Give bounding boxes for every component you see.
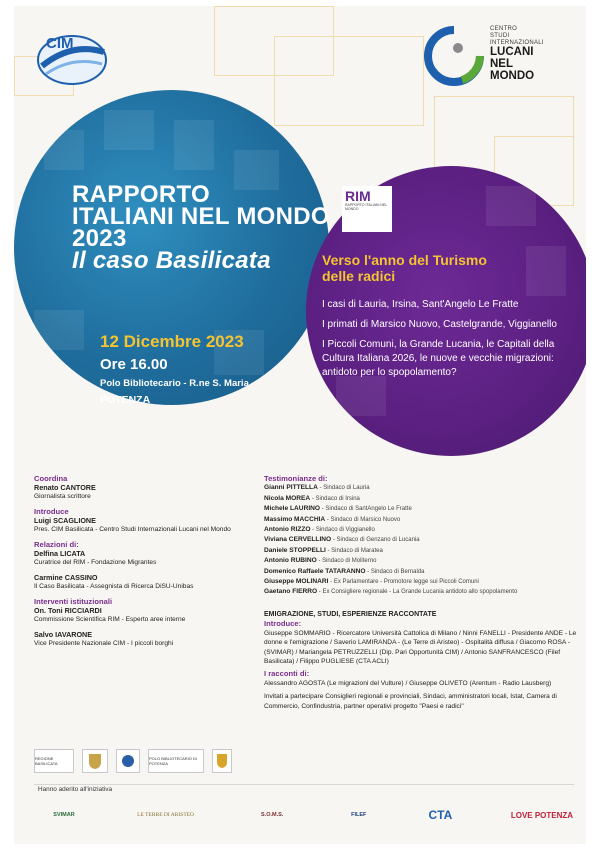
witness-item: Antonio RUBINO - Sindaco di Moliterno	[264, 557, 377, 565]
event-title: RAPPORTO ITALIANI NEL MONDO 2023 Il caso Basilicata	[72, 181, 330, 274]
witness-item: Massimo MACCHIA - Sindaco di Marsico Nuovo	[264, 515, 401, 523]
polo-bibliotecario-logo: POLO BIBLIOTECARIO DI POTENZA	[148, 749, 204, 773]
decorative-frame	[274, 36, 424, 126]
love-potenza-logo: LOVE POTENZA	[510, 810, 574, 820]
adherence-label: Hanno aderito all'iniziativa	[38, 786, 113, 793]
speaker-name: Salvo IAVARONE	[34, 630, 93, 639]
cslm-logo	[422, 24, 572, 90]
program-left-column	[34, 474, 274, 648]
introduce-heading: Introduce	[34, 507, 69, 516]
terre-di-aristeo-logo: LE TERRE DI ARISTEO	[137, 812, 195, 818]
speaker-role: Commissione Scientifica RIM - Esperto aree interne	[34, 616, 186, 623]
svimar-logo: SVIMAR	[53, 812, 75, 818]
coordina-heading: Coordina	[34, 474, 68, 483]
racconti-heading: I racconti di:	[264, 669, 310, 679]
interventi-heading: Interventi istituzionali	[34, 597, 113, 606]
emigration-intro-text: Giuseppe SOMMARIO - Ricercatore Università Cattolica di Milano / Ninni FANELLI - Presidente ANDE - Le donne e l'emigrazione / Saverio LAMIRANDA - (Le Terre di Aristeo) - Ospitalità diffusa / Giacomo ROSA - (SVIMAR) / Mariangela PETRUZZELLI (Dip. Pari Opportunità CIM) / Antonio SANFRANCESCO (Filef Basilicata) / Filippo PUGLIESE (CTA ACLI)	[264, 629, 577, 665]
rim-logo: RIM RAPPORTO ITALIANI NEL MONDO	[342, 186, 392, 232]
speaker-role: Curatrice del RIM - Fondazione Migrantes	[34, 559, 157, 566]
themes-heading: Verso l'anno del Turismo delle radici	[322, 252, 487, 284]
soms-logo: S.O.M.S.	[261, 812, 284, 818]
speaker-role: Vice Presidente Nazionale CIM - I piccoli borghi	[34, 640, 174, 647]
witness-item: Michele LAURINO - Sindaco di SantAngelo Le Fratte	[264, 505, 412, 513]
filef-logo: FILEF	[351, 812, 367, 818]
introduce-role: Pres. CIM Basilicata - Centro Studi Internazionali Lucani nel Mondo	[34, 526, 231, 533]
witness-item: Domenico Raffaele TATARANNO - Sindaco di Bernalda	[264, 567, 425, 575]
speaker-name: Delfina LICATA	[34, 549, 86, 558]
racconti-text: Alessandro AGOSTA (Le migrazioni del Vulture) / Giuseppe OLIVETO (Arentum - Radio Lausberg)	[264, 679, 552, 687]
cslm-big-text: LUCANI NEL MONDO	[490, 46, 535, 82]
emblem-logo	[116, 749, 140, 773]
testimonianze-heading: Testimonianze di:	[264, 474, 328, 483]
event-venue: Polo Bibliotecario - R.ne S. Maria	[100, 378, 249, 389]
witness-item: Viviana CERVELLINO - Sindaco di Genzano di Lucania	[264, 536, 420, 544]
introduce-name: Luigi SCAGLIONE	[34, 516, 96, 525]
witness-item: Antonio RIZZO - Sindaco di Viggianello	[264, 526, 375, 534]
regione-basilicata-logo: REGIONE BASILICATA	[34, 749, 74, 773]
cim-logo-text: CIM	[46, 35, 74, 52]
program-right-column	[264, 474, 586, 711]
theme-item: I casi di Lauria, Irsina, Sant'Angelo Le Fratte	[322, 299, 519, 310]
theme-item: I Piccoli Comuni, la Grande Lucania, le Capitali della Cultura Italiana 2026, le nuove e vecchie migrazioni: antidoto per lo spopolamento?	[322, 339, 555, 378]
speaker-name: On. Toni RICCIARDI	[34, 606, 102, 615]
witness-item: Daniele STOPPELLI - Sindaco di Maratea	[264, 546, 383, 554]
event-time: Ore 16.00	[100, 356, 168, 373]
speaker-role: Il Caso Basilicata - Assegnista di Ricerca DiSU-Unibas	[34, 583, 194, 590]
relazioni-heading: Relazioni di:	[34, 540, 79, 549]
emigration-intro-heading: Introduce:	[264, 619, 302, 629]
coordina-role: Giornalista scrittore	[34, 493, 91, 500]
event-poster	[14, 6, 586, 844]
divider	[34, 784, 574, 785]
invitation-text: Invitati a partecipare Consiglieri regionali e provinciali, Sindaci, amministratori locali, Istat, Camera di Commercio, Confindustria, partner operativi progetto "Paesi e radici"	[264, 693, 557, 710]
witness-item: Gianni PITTELLA - Sindaco di Lauria	[264, 484, 370, 492]
coordina-name: Renato CANTORE	[34, 483, 96, 492]
witness-item: Nicola MOREA - Sindaco di Irsina	[264, 494, 360, 502]
witness-item: Giuseppe MOLINARI - Ex Parlamentare - Promotore legge sui Piccoli Comuni	[264, 578, 479, 586]
event-date: 12 Dicembre 2023	[100, 332, 244, 351]
emigration-heading: EMIGRAZIONE, STUDI, ESPERIENZE RACCONTATE	[264, 610, 437, 618]
municipal-crest-logo	[82, 749, 108, 773]
witness-item: Gaetano FIERRO - Ex Consigliere regionale - La Grande Lucania antidoto allo spopolamento	[264, 588, 518, 596]
cslm-small-text: CENTRO STUDI INTERNAZIONALI	[490, 26, 544, 46]
speaker-name: Carmine CASSINO	[34, 573, 98, 582]
theme-item: I primati di Marsico Nuovo, Castelgrande, Viggianello	[322, 319, 557, 330]
event-city: POTENZA	[100, 394, 151, 406]
institutional-logos-row	[34, 746, 274, 776]
cim-logo	[32, 22, 112, 92]
cta-logo: CTA	[428, 808, 453, 822]
coat-of-arms-logo	[212, 749, 232, 773]
partner-logos-row	[34, 798, 582, 832]
themes-list	[322, 298, 582, 386]
